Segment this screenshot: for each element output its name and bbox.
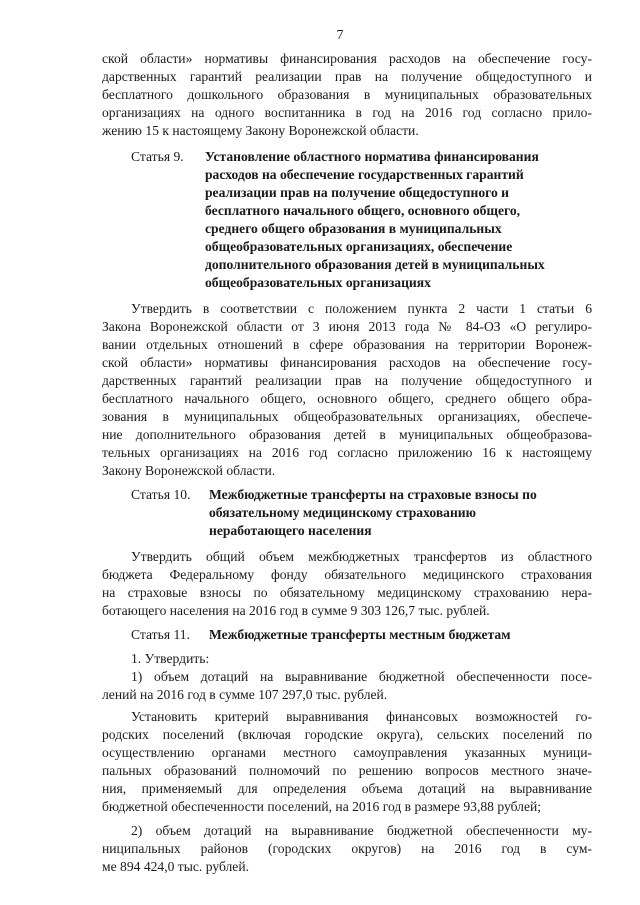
article-9-body-line: Закону Воронежской области. — [102, 463, 276, 478]
page-number: 7 — [336, 28, 344, 43]
article-11-p2-line: 1) объем дотаций на выравнивание бюджетной обеспеченности посе- — [131, 669, 592, 684]
article-9-body-line: ние дополнительного образования детей в муниципальных общеобразова- — [102, 427, 592, 442]
article-9-body-line: зования в муниципальных общеобразовательных организациях, обеспече- — [102, 409, 592, 424]
article-10-body-line: Утвердить общий объем межбюджетных трансфертов из областного — [131, 549, 592, 564]
article-9-title-line: Установление областного норматива финансирования — [205, 149, 539, 164]
intro-line: организациях на одного воспитанника в год на 2016 год согласно прило- — [102, 105, 592, 120]
article-9-body-line: дарственных гарантий реализации прав на получение общедоступного и — [102, 373, 592, 388]
article-10-title-line: обязательному медицинскому страхованию — [209, 505, 477, 520]
article-11-label: Статья 11. — [131, 627, 190, 642]
article-9-title-line: общеобразовательных организациях — [205, 275, 431, 290]
article-11-p4-line: ниципальных районов (городских округов) на 2016 год в сум- — [102, 841, 592, 856]
article-11-p3-line: родских поселений (включая городские округа), сельских поселений по — [102, 727, 592, 742]
article-9-label: Статья 9. — [131, 149, 184, 164]
article-9-title-line: реализации прав на получение общедоступного и — [205, 185, 510, 200]
article-11-p3-line: ния, применяемый для определения объема дотаций на выравнивание — [102, 781, 592, 796]
article-10-title-line: неработающего населения — [209, 523, 372, 538]
intro-line: жению 15 к настоящему Закону Воронежской области. — [102, 123, 419, 138]
article-11-item-1: 1. Утвердить: — [131, 651, 210, 666]
article-9-title-line: дополнительного образования детей в муниципальных — [205, 257, 545, 272]
article-9-title-line: бесплатного начального общего, основного общего, — [205, 203, 521, 218]
article-11-p3-line: бюджетной обеспеченности поселений, на 2016 год в размере 93,88 рублей; — [102, 799, 542, 814]
article-9-body-line: тельных организациях на 2016 год согласно приложению 16 к настоящему — [102, 445, 592, 460]
intro-line: дарственных гарантий реализации прав на получение общедоступного и — [102, 69, 592, 84]
article-10-body-line: на страховые взносы по обязательному медицинскому страхованию нера- — [102, 585, 592, 600]
article-11-p3-line: Установить критерий выравнивания финансовых возможностей го- — [131, 709, 592, 724]
article-9-body-line: ской области» нормативы финансирования расходов на обеспечение госу- — [102, 355, 592, 370]
article-10-body-line: ботающего населения на 2016 год в сумме 9 303 126,7 тыс. рублей. — [102, 603, 490, 618]
article-11-p3-line: осуществлению органами местного самоуправления указанных муници- — [102, 745, 592, 760]
article-9-title-line: общеобразовательных организациях, обеспечение — [205, 239, 513, 254]
article-11-p4-line: ме 894 424,0 тыс. рублей. — [102, 859, 250, 874]
article-9-body-line: вании отдельных отношений в сфере образования на территории Воронеж- — [102, 337, 592, 352]
article-10-title-line: Межбюджетные трансферты на страховые взносы по — [209, 487, 537, 502]
article-10-label: Статья 10. — [131, 487, 191, 502]
article-10-body-line: бюджета Федеральному фонду обязательного медицинского страхования — [102, 567, 592, 582]
article-9-title-line: среднего общего образования в муниципальных — [205, 221, 502, 236]
article-11-p2-line: лений на 2016 год в сумме 107 297,0 тыс. рублей. — [102, 687, 388, 702]
article-11-title: Межбюджетные трансферты местным бюджетам — [209, 627, 511, 642]
article-9-body-line: Закона Воронежской области от 3 июня 2013 года № 84-ОЗ «О регулиро- — [102, 319, 592, 334]
article-11-p4-line: 2) объем дотаций на выравнивание бюджетной обеспеченности му- — [131, 823, 592, 838]
article-9-body-line: Утвердить в соответствии с положением пункта 2 части 1 статьи 6 — [131, 301, 592, 316]
article-9-body-line: бесплатного начального общего, основного общего, среднего общего обра- — [102, 391, 592, 406]
intro-line: ской области» нормативы финансирования расходов на обеспечение госу- — [102, 51, 592, 66]
article-9-title-line: расходов на обеспечение государственных гарантий — [205, 167, 524, 182]
article-11-p3-line: пальных образований полномочий по решению вопросов местного значе- — [102, 763, 592, 778]
intro-line: бесплатного дошкольного образования в муниципальных образовательных — [102, 87, 592, 102]
